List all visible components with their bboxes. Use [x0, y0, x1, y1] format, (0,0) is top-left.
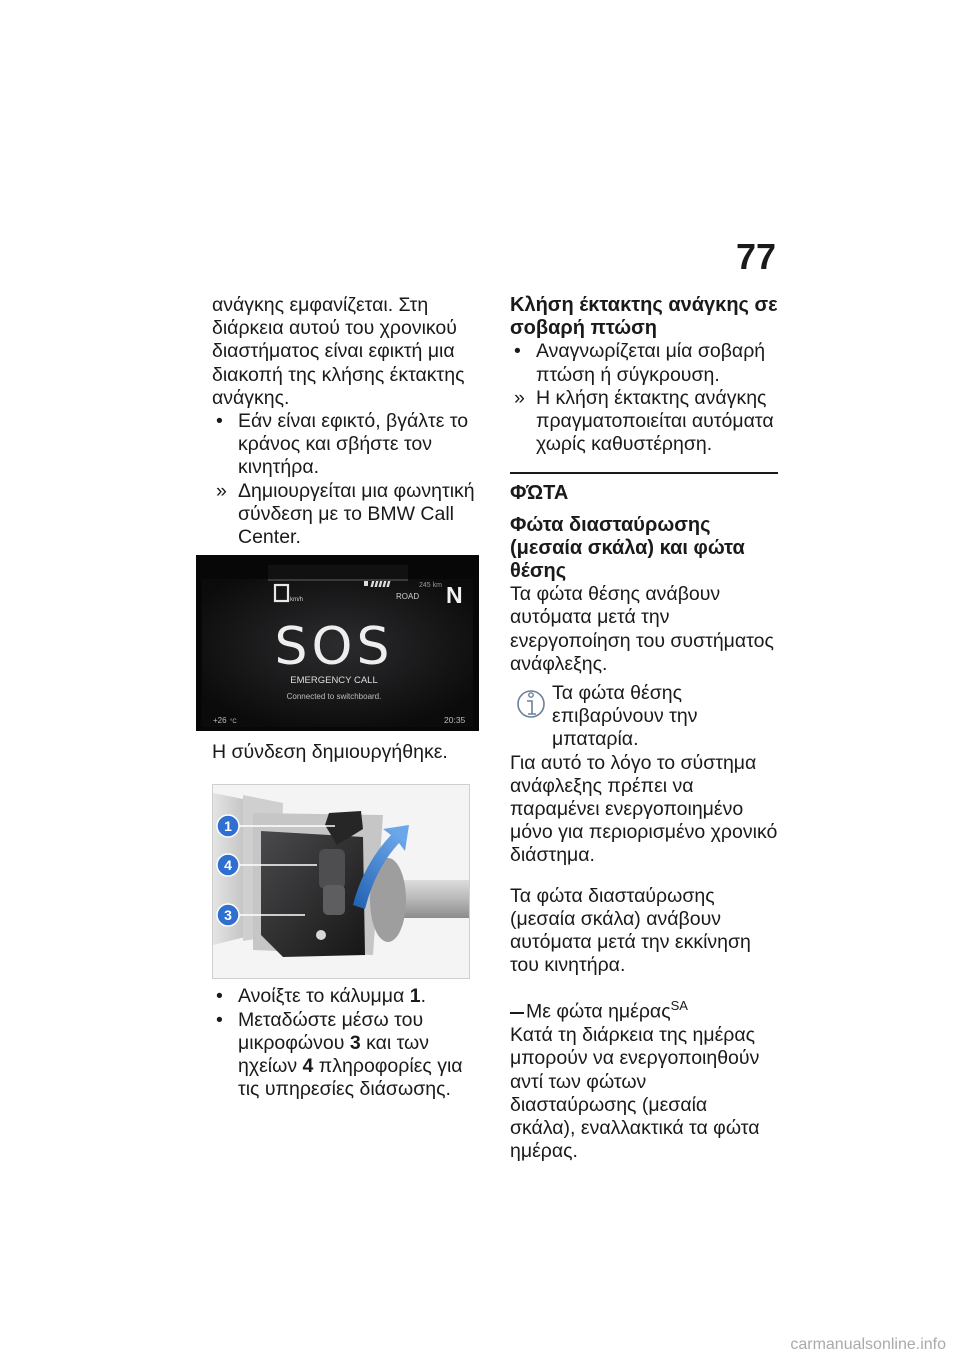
temperature-text: +26 [213, 716, 227, 726]
bullet-transmit-info [212, 1009, 480, 1102]
paragraph-parking-lights: Τα φώτα θέσης ανάβουν αυτόματα μετά την ενεργοποίηση του συστήματος ανάφλεξης. [510, 583, 774, 675]
callout-1 [217, 815, 239, 837]
connected-text: Connected to switchboard. [286, 692, 382, 702]
bullet-text-a: Μεταδώστε μέσω του μικροφώνου [238, 1008, 424, 1054]
info-icon [516, 686, 546, 722]
range-text: 245 km [419, 582, 442, 590]
intro-text: ανάγκης εμφανίζεται. Στη διάρκεια αυτού του χρονικού διαστήματος είναι εφικτή μια διακοπή της κλήσης έκτακτης ανάγκης. [212, 294, 465, 409]
result-mark: » [514, 386, 525, 409]
callout-3 [217, 904, 239, 926]
note-text: Τα φώτα θέσης επιβαρύνουν την μπαταρία. [552, 682, 698, 751]
bullet-text: Αναγνωρίζεται μία σοβαρή πτώση ή σύγκρουση. [536, 340, 766, 386]
temperature-unit: °C [230, 719, 237, 726]
mode-text: ROAD [396, 592, 420, 602]
right-column [510, 294, 778, 1163]
bullet-text-b: και των ηχείων [238, 1031, 430, 1078]
clock-text: 20:35 [444, 715, 466, 726]
section-title: ΦΏΤΑ [510, 482, 569, 505]
speed-unit: km/h [290, 597, 304, 604]
heading-lights: Φώτα διασταύρωσης (μεσαία σκάλα) και φώτα θέσης [510, 513, 745, 583]
result-auto-call [510, 387, 778, 457]
option-sup: SA [670, 998, 688, 1014]
bullet-mark: • [216, 985, 223, 1008]
bullet-open-cover [212, 985, 480, 1008]
watermark-text: carmanualsonline.info [790, 1336, 946, 1353]
svg-text:3: 3 [224, 907, 232, 924]
info-note [510, 682, 778, 752]
paragraph-low-beam: Τα φώτα διασταύρωσης (μεσαία σκάλα) ανάβουν αυτόματα μετά την εκκίνηση του κινητήρα. [510, 884, 751, 977]
sos-text: SOS [274, 617, 394, 678]
svg-text:4: 4 [224, 857, 232, 874]
section-divider [510, 472, 778, 474]
bullet-crash-detected [510, 340, 778, 386]
bullet-text: Εάν είναι εφικτό, βγάλτε το κράνος και σβήστε τον κινητήρα. [238, 410, 469, 479]
callout-4 [217, 854, 239, 876]
paragraph-ignition: Για αυτό το λόγο το σύστημα ανάφλεξης πρέπει να παραμένει ενεργοποιημένο μόνο για περιορισμένο χρονικό διάστημα. [510, 751, 778, 867]
dash-marker [510, 1012, 524, 1014]
emergency-call-text: EMERGENCY CALL [290, 675, 378, 687]
paragraph-daytime: Κατά τη διάρκεια της ημέρας μπορούν να ενεργοποιηθούν αντί των φώτων διασταύρωσης (μεσαία σκάλα), εναλλακτικά τα φώτα ημέρας. [510, 1024, 760, 1163]
gear-indicator: N [446, 582, 463, 609]
heading-crash-call: Κλήση έκτακτης ανάγκης σε σοβαρή πτώση [510, 294, 778, 340]
result-voice-connection [212, 480, 480, 550]
result-text: Δημιουργείται μια φωνητική σύνδεση με το BMW Call Center. [238, 479, 475, 549]
result-text: Η κλήση έκτακτης ανάγκης πραγματοποιείται αυτόματα χωρίς καθυστέρηση. [536, 386, 774, 456]
bullet-text: Ανοίξτε το κάλυμμα [238, 985, 405, 1008]
ref-number-3: 3 [349, 1031, 361, 1054]
svg-text:1: 1 [224, 818, 232, 835]
left-column [212, 294, 480, 1101]
sos-button-image [212, 784, 470, 979]
bullet-mark: • [514, 340, 521, 363]
bullet-remove-helmet [212, 410, 480, 480]
sos-display-image [196, 555, 479, 731]
bullet-mark: • [216, 1008, 223, 1031]
bullet-end: . [420, 985, 426, 1008]
result-mark: » [216, 479, 227, 502]
option-daytime-lights [510, 994, 778, 1024]
bullet-mark: • [216, 410, 223, 433]
page-number: 77 [735, 236, 776, 277]
bullet-text-c: πληροφορίες για τις υπηρεσίες διάσωσης. [238, 1055, 463, 1101]
ref-number-4: 4 [302, 1055, 314, 1078]
ref-number-1: 1 [409, 985, 421, 1008]
image-caption: Η σύνδεση δημιουργήθηκε. [212, 741, 448, 764]
option-text: Με φώτα ημέρας [526, 1000, 671, 1023]
